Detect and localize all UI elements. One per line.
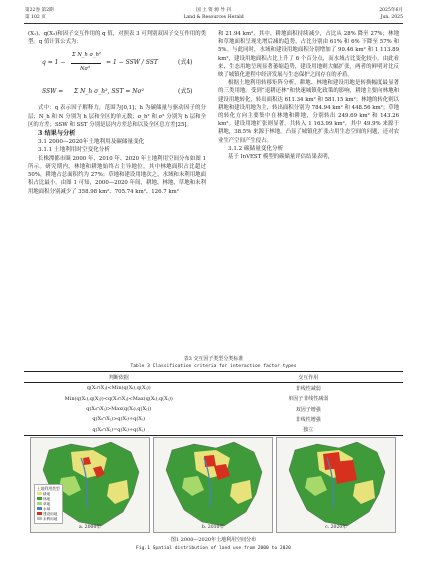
section-3-1-heading: 3.1 2000—2020年土地利用及碳储量变化 <box>38 139 145 146</box>
table3-caption-cn: 表3 交互因子类型分类标准 <box>183 356 244 362</box>
table-cell: q(Xᵢ∩Xⱼ)>q(Xᵢ)+q(Xⱼ) <box>92 416 146 423</box>
header-page: 第 102 页 <box>25 15 46 20</box>
legend-item-label: 林地 <box>43 497 51 501</box>
table-row <box>24 424 403 435</box>
journal-title-en: Land & Resources Herald <box>183 15 244 20</box>
legend-swatch <box>37 517 42 520</box>
legend-item-label: 未利用地 <box>43 517 58 521</box>
figure1-caption-cn: 图1 2000—2020年土地利用空间分布 <box>170 537 257 543</box>
legend-swatch <box>37 512 42 515</box>
eq5-body: Σ N_h σ_h², SST = Nσ² <box>74 88 145 96</box>
legend-item-label: 耕地 <box>43 492 51 496</box>
table-row <box>24 414 403 424</box>
table3-header-row <box>24 372 403 383</box>
eq4-number: (式4) <box>178 59 193 67</box>
table-cell: 双因子增强 <box>295 406 321 413</box>
right-para-3: 基于 InVEST 模型的碳储量评估结果表明， <box>228 154 334 161</box>
table3 <box>24 371 403 436</box>
left-para-2: 式中：q 表示因子解释力，范围为[0,1]；h 为碳储量与驱动因子的分层；N_h 和 N 分别为 h 层和全区的单元数；σ_h² 和 σ² 分别为 h 层和全区的方差；SSW 和 SST 分别是层内方差总和以及全区总方差[25]。 <box>28 105 206 128</box>
table3-header-interaction: 交互作用 <box>298 374 319 381</box>
section-3-1-1-heading: 3.1.1 土地利用时空变化分析 <box>38 147 110 154</box>
map-panel-2020 <box>276 437 396 533</box>
section-3-1-2-heading: 3.1.2 碳储量变化分析 <box>228 145 284 152</box>
map-panel-2000 <box>30 437 150 533</box>
panel-label-2020: c. 2020年 <box>325 525 347 530</box>
legend-item-label: 草地 <box>43 502 51 506</box>
right-para-1: 和 21.94 km²，其中，耕地面积持续减少，占比从 28% 降至 27%；林地和草地面积呈现先增后减的趋势，占比分别由 61% 和 6% 下降至 57% 和 5%。与此同时，水域和建设用地面积分别增加了 99.46 km² 和 1 113.89 km²，建设用地面积占比上升了 6 个百分点，而水域占比变化较小。由此看来，生态用地呈现显著萎缩趋势，建设用地则大幅扩张，两者的鲜明对比反映了城镇化进程中经济发展与生态保护之间存在的矛盾。 <box>218 31 399 79</box>
legend-swatch <box>37 507 42 510</box>
table-row <box>24 383 403 394</box>
header-date-en: Jun. 2025 <box>380 15 403 20</box>
legend-swatch <box>37 497 42 500</box>
eq5-lhs: SSW = <box>42 88 64 96</box>
journal-title-cn: 国 土 资 源 导 刊 <box>196 8 231 13</box>
left-para-3: 长株潭都市圈 2000 年、2010 年、2020 年土地利用空间分布如图 1 所示。研究期内，林地和耕地始终占主导地位，其中林地面积占比超过 50%，耕地占总面积约为 27%；草地和建设用地次之，水域和未利用地面积占比最小。由图 1 可知，2000—2020 年间，耕地、林地、草地和未利用地面积分别减少了 358.98 km²、705.74 km²、126.7 km² <box>28 155 206 195</box>
eq4-lhs: q = 1 − <box>42 59 66 67</box>
table-cell: 独立 <box>303 427 314 434</box>
right-column <box>218 30 399 161</box>
equation-4 <box>28 46 206 82</box>
legend-item-label: 水域 <box>43 507 51 511</box>
header-rule <box>24 23 403 24</box>
panel-label-2000: a. 2000年 <box>79 525 101 530</box>
table-row <box>24 404 403 414</box>
header-volume: 第22卷 第2期 <box>25 8 54 13</box>
equation-5 <box>28 82 206 104</box>
land-use-map-2010 <box>154 438 272 532</box>
section-3-heading: 3 结果与分析 <box>38 130 76 138</box>
legend-swatch <box>37 492 42 495</box>
table-cell: q(Xᵢ∩Xⱼ)=q(Xᵢ)+q(Xⱼ) <box>92 426 146 433</box>
eq4-denominator: Nσ² <box>80 66 91 73</box>
table-cell: q(Xᵢ∩Xⱼ)>Max(q(Xᵢ),q(Xⱼ)) <box>86 406 152 413</box>
table-row <box>24 394 403 404</box>
figure1-caption-en: Fig.1 Spatial distribution of land use from 2000 to 2020 <box>136 546 291 551</box>
land-use-map-2020 <box>277 438 395 532</box>
map-panel-2010 <box>153 437 273 533</box>
left-para-1: (X₁)、q(X₂)和因子交互作用的 q 值，对照表 3 可判别双因子交互作用的类型。q 值计算公式为： <box>28 31 206 46</box>
eq4-numerator: Σ N_h σ_h² <box>72 52 101 59</box>
table-cell: 非线性减弱 <box>295 385 321 392</box>
table3-header-basis: 判断依据 <box>108 374 129 381</box>
eq5-number: (式5) <box>178 88 193 96</box>
table3-caption-en: Table 3 Classification criteria for interaction factor types <box>130 364 297 369</box>
header-date-cn: 2025年6月 <box>379 8 403 13</box>
eq4-fraction-bar <box>71 63 101 64</box>
table-cell: 非线性增强 <box>295 416 321 423</box>
left-column <box>28 30 206 196</box>
legend-title: 土地利用类型 <box>37 486 60 491</box>
right-para-2: 根据土地利用转移矩阵分析，耕地、林地和建设用地是转换幅度最显著的三类用地。受到“退耕还林”和快速城镇化政策的影响，耕地主要向林地和建设用地转化，转出面积达 611.34 km² 和 581.15 km²；林地的转化则以耕地和建设用地为主，转出面积分别为 784.94 km² 和 448.56 km²；草地的转化方向主要集中在林地和耕地，分别转出 249.69 km² 和 143.26 km²。建设用地扩张则显著，共转入 1 163.99 km²，其中 49.9% 来源于耕地，38.5% 来源于林地，凸显了城镇化扩张占用生态空间的问题，还对农业生产空间产生侵占。 <box>218 80 399 144</box>
legend-item <box>37 517 60 522</box>
table-cell: Min(q(Xᵢ),q(Xⱼ))<q(Xᵢ∩Xⱼ)<Max(q(Xᵢ),q(Xⱼ)) <box>64 395 173 402</box>
eq4-rhs: = 1 − SSW / SST <box>106 59 158 67</box>
legend-item-label: 建设用地 <box>43 512 58 516</box>
legend-swatch <box>37 502 42 505</box>
table-cell: 单因子非线性减弱 <box>288 396 329 403</box>
table-cell: q(Xᵢ∩Xⱼ)<Min(q(Xᵢ),q(Xⱼ)) <box>86 385 151 392</box>
map-legend <box>34 484 63 524</box>
panel-label-2010: b. 2010年 <box>201 525 225 530</box>
